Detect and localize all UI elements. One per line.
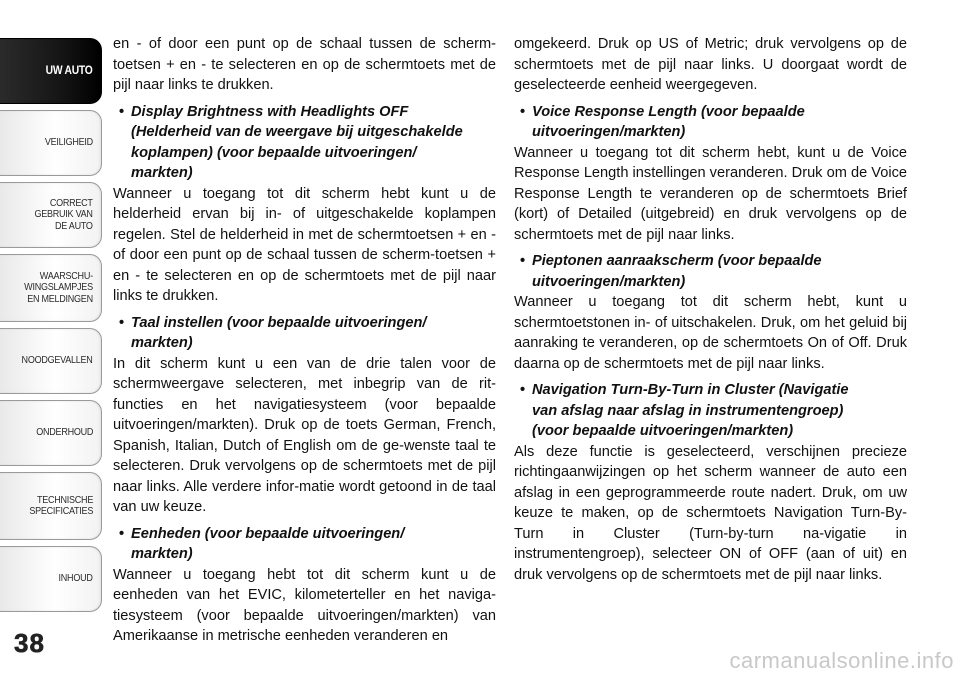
left-column bbox=[113, 34, 496, 647]
tab-label: NOODGEVALLEN bbox=[21, 354, 93, 367]
bullet-icon: • bbox=[119, 525, 125, 542]
watermark: carmanualsonline.info bbox=[729, 648, 954, 673]
bullet-icon: • bbox=[119, 103, 125, 120]
paragraph: Wanneer u toegang tot dit scherm hebt, kunt u de Voice Response Length instellingen veranderen. Druk om de Voice Response Length te veranderen op de schermtoets Brief (kort) of Detailed (uitgebreid) en druk vervolgens op de schermtoets met de pijl naar links. bbox=[514, 144, 907, 243]
bullet-icon: • bbox=[119, 314, 125, 331]
tab-inhoud[interactable] bbox=[0, 546, 102, 612]
paragraph: en - of door een punt op de schaal tussen de scherm-toetsen + en - te selecteren en op de schermtoets met de pijl naar links te drukken. bbox=[113, 36, 496, 93]
tab-noodgevallen[interactable] bbox=[0, 328, 102, 394]
tab-label: WAARSCHU- WINGSLAMPJES EN MELDINGEN bbox=[24, 269, 93, 305]
section-heading: • Pieptonen aanraakscherm (voor bepaalde uitvoeringen/markten) bbox=[520, 253, 822, 290]
bullet-icon: • bbox=[520, 103, 526, 120]
paragraph: omgekeerd. Druk op US of Metric; druk vervolgens op de schermtoets met de pijl naar links. U doorgaat wordt de geselecteerde eenheid weergegeven. bbox=[514, 36, 907, 93]
paragraph: Wanneer u toegang tot dit scherm hebt, kunt u schermtoetstonen in- of uitschakelen. Druk, om het geluid bij aanraking te veranderen, op de schermtoets On of Off. Druk daarna op de schermtoets met de pijl naar links. bbox=[514, 294, 907, 372]
section-heading: • Voice Response Length (voor bepaalde uitvoeringen/markten) bbox=[520, 103, 805, 140]
right-column bbox=[514, 34, 907, 585]
tab-label: ONDERHOUD bbox=[36, 426, 93, 439]
section-heading: • Navigation Turn-By-Turn in Cluster (Navigatie van afslag naar afslag in instrumentengroep) (voor bepaalde uitvoeringen/markten) bbox=[520, 382, 849, 439]
tab-correct-gebruik[interactable] bbox=[0, 182, 102, 248]
bullet-icon: • bbox=[520, 382, 526, 398]
tab-waarschuwingslampjes[interactable] bbox=[0, 254, 102, 322]
paragraph: Wanneer u toegang tot dit scherm hebt kunt u de helderheid ervan bij in- of uitgeschakelde koplampen regelen. Stel de helderheid in met de schermtoetsen + en - of door een punt op de schaal tussen de scherm-toetsen + en - te selecteren en op de schermtoets met de pijl naar links te drukken. bbox=[113, 185, 496, 304]
paragraph: Wanneer u toegang hebt tot dit scherm kunt u de eenheden van het EVIC, kilometerteller en het naviga-tiesysteem (voor bepaalde uitvoeringen/markten) van Amerikaanse in metrische eenheden veranderen en bbox=[113, 566, 496, 644]
paragraph: In dit scherm kunt u een van de drie talen voor de schermweergave selecteren, met inbegrip van de rit-functies en het navigatiesysteem (voor bepaalde uitvoeringen/markten). Druk op de toets German, French, Spanish, Italian, Dutch of English om de ge-wenste taal te selecteren. Druk vervolgens op de schermtoets met de pijl naar links. Alle verdere infor-matie wordt getoond in de taal van uw keuze. bbox=[113, 355, 496, 515]
tab-label: INHOUD bbox=[58, 572, 93, 585]
section-heading: • Eenheden (voor bepaalde uitvoeringen/ markten) bbox=[119, 525, 405, 562]
tab-label: TECHNISCHE SPECIFICATIES bbox=[29, 493, 93, 517]
chapter-tabs bbox=[0, 0, 104, 678]
section-heading: • Taal instellen (voor bepaalde uitvoeringen/ markten) bbox=[119, 314, 427, 351]
page-number: 38 bbox=[14, 628, 45, 658]
tab-label: VEILIGHEID bbox=[44, 136, 93, 149]
tab-label: UW AUTO bbox=[46, 63, 93, 78]
tab-veiligheid[interactable] bbox=[0, 110, 102, 176]
bullet-icon: • bbox=[520, 253, 526, 269]
section-heading: • Display Brightness with Headlights OFF (Helderheid van de weergave bij uitgeschakelde koplampen) (voor bepaalde uitvoeringen/ markten) bbox=[119, 103, 463, 181]
tab-technische-specificaties[interactable] bbox=[0, 472, 102, 540]
tab-onderhoud[interactable] bbox=[0, 400, 102, 466]
tab-uw-auto[interactable] bbox=[0, 38, 102, 104]
paragraph: Als deze functie is geselecteerd, verschijnen precieze richtingaanwijzingen op het scherm wanneer de auto een afslag in een geprogrammeerde route nadert. Druk, om uw keuze te maken, op de schermtoets Navigation Turn-By-Turn in Cluster (Turn-by-turn na-vigatie in instrumentengroep), selecteer ON of OFF (aan of uit) en druk vervolgens op de schermtoets met de pijl naar links. bbox=[514, 443, 907, 583]
tab-label: CORRECT GEBRUIK VAN DE AUTO bbox=[34, 196, 93, 232]
